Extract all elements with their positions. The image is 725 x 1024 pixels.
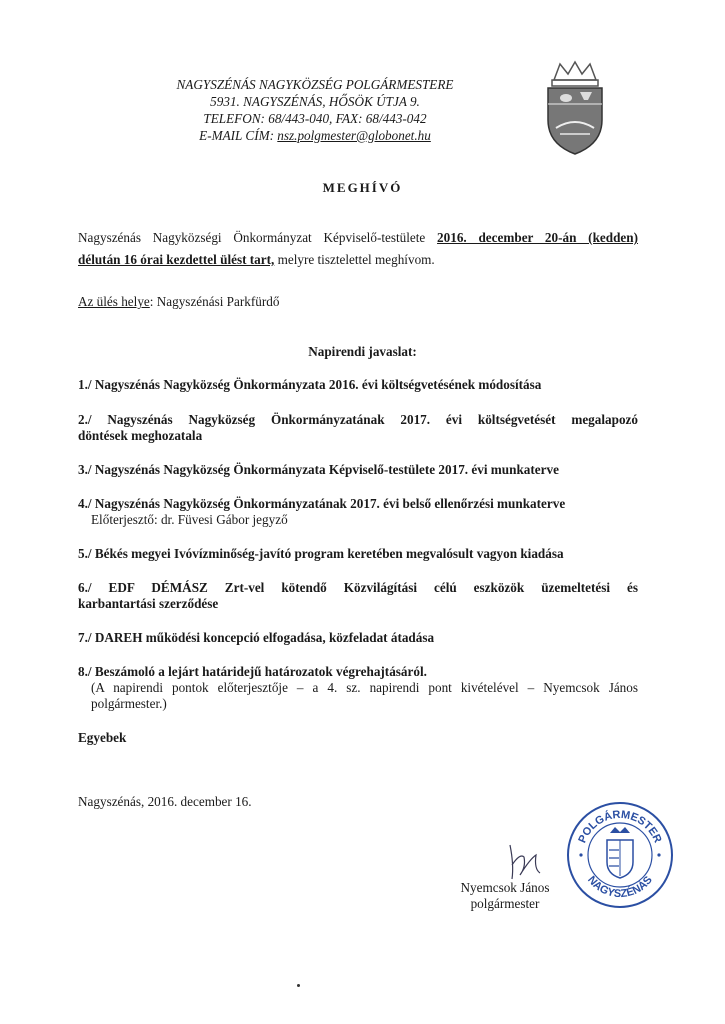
other-label: Egyebek [78, 730, 127, 745]
coat-of-arms-icon [540, 58, 610, 158]
intro-text: Nagyszénás Nagyközségi Önkormányzat Képviselő-testülete [78, 230, 438, 245]
letterhead-address: 5931. NAGYSZÉNÁS, HŐSÖK ÚTJA 9. [210, 94, 420, 109]
meeting-time: délután 16 órai kezdettel ülést tart, [78, 252, 275, 267]
agenda-item-1 [78, 377, 638, 393]
signature-block [450, 880, 560, 912]
email-link[interactable]: nsz.polgmester@globonet.hu [277, 128, 431, 143]
agenda-item-4 [78, 496, 638, 528]
meeting-date: 2016. december 20-án (kedden) [437, 230, 639, 245]
intro-paragraph-line2 [78, 250, 638, 270]
email-label: E-MAIL CÍM: [199, 128, 278, 143]
agenda-item-8 [78, 664, 638, 712]
venue-line [78, 292, 638, 312]
signatory-role: polgármester [470, 896, 540, 911]
intro-text-end: melyre tisztelettel meghívom. [274, 252, 435, 267]
agenda-item-text: 7./ DAREH működési koncepció elfogadása, közfeladat átadása [78, 630, 435, 645]
agenda-item-text: 4./ Nagyszénás Nagyközség Önkormányzatának 2017. évi belső ellenőrzési munkaterve [78, 496, 566, 511]
seal-top-text: POLGÁRMESTER [576, 808, 664, 845]
agenda-item-2 [78, 412, 638, 444]
venue-value: : Nagyszénási Parkfürdő [149, 294, 280, 309]
letterhead-phone: TELEFON: 68/443-040, FAX: 68/443-042 [203, 111, 427, 126]
agenda-item-6 [78, 580, 638, 612]
agenda-item-text: 1./ Nagyszénás Nagyközség Önkormányzata 2016. évi költségvetésének módosítása [78, 377, 542, 392]
document-title: MEGHÍVÓ [322, 180, 403, 195]
seal-bottom-text: NAGYSZÉNÁS [585, 874, 655, 901]
letterhead-office: NAGYSZÉNÁS NAGYKÖZSÉG POLGÁRMESTERE [176, 77, 454, 92]
agenda-item-5 [78, 546, 638, 562]
agenda-item-text: 6./ EDF DÉMÁSZ Zrt-vel kötendő Közvilágítási célú eszközök üzemeltetési és [78, 580, 638, 595]
stray-mark [297, 984, 300, 987]
handwritten-signature [490, 835, 550, 885]
agenda-item-presenter: Előterjesztő: dr. Füvesi Gábor jegyző [91, 512, 288, 527]
venue-label: Az ülés helye [78, 294, 150, 309]
official-seal-icon [565, 800, 675, 910]
letterhead [150, 76, 480, 144]
intro-paragraph [78, 228, 638, 248]
agenda-item-7 [78, 630, 638, 646]
agenda-item-text-cont: karbantartási szerződése [78, 596, 219, 611]
agenda-item-3 [78, 462, 638, 478]
agenda-item-note-cont: polgármester.) [91, 696, 167, 711]
agenda-item-text: 2./ Nagyszénás Nagyközség Önkormányzatának 2017. évi költségvetését megalapozó [78, 412, 638, 427]
agenda-title: Napirendi javaslat: [308, 344, 417, 359]
agenda-item-text-cont: döntések meghozatala [78, 428, 203, 443]
agenda-item-text: 8./ Beszámoló a lejárt határidejű határozatok végrehajtásáról. [78, 664, 427, 679]
signatory-name: Nyemcsok János [460, 880, 550, 895]
agenda-item-note: (A napirendi pontok előterjesztője – a 4. sz. napirendi pont kivételével – Nyemcsok János [91, 680, 638, 695]
agenda-item-text: 5./ Békés megyei Ivóvízminőség-javító program keretében megvalósult vagyon kiadása [78, 546, 564, 561]
agenda-item-text: 3./ Nagyszénás Nagyközség Önkormányzata Képviselő-testülete 2017. évi munkaterve [78, 462, 559, 477]
place-date: Nagyszénás, 2016. december 16. [78, 794, 252, 809]
letterhead-email-line [150, 127, 480, 144]
other-items [78, 730, 638, 746]
